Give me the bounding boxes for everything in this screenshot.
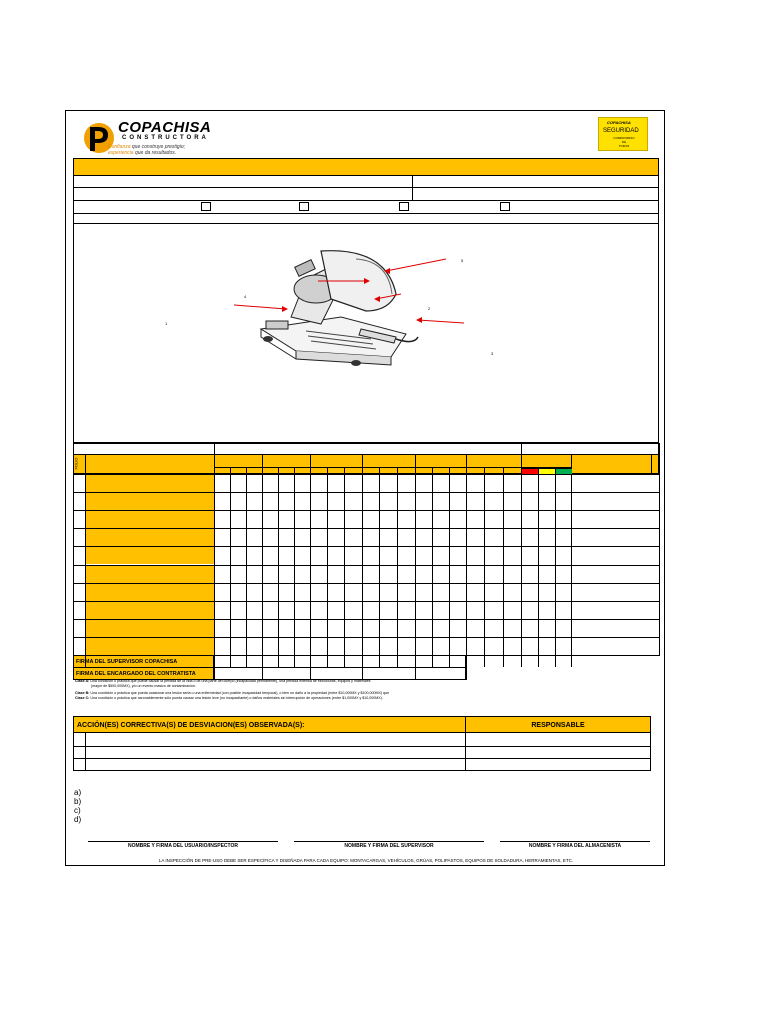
- item-num-divider-5: [85, 565, 86, 583]
- class-c-title: Clase C:: [75, 696, 90, 700]
- option-checkbox-3[interactable]: [399, 202, 409, 211]
- item-label-cell-2: [86, 511, 214, 528]
- notes-list: [74, 788, 81, 824]
- class-b-text: Una condición o práctica que pueda ocasionar una lesión seria o una enfermedad (con posible incapacidad temporal), o bien un daño a la propiedad (entre $10,000MX y $100,000MX) que: [90, 691, 390, 695]
- class-c-text: Una condición o práctica que razonablemente sólo pueda causar una lesión leve (no incapacitante) o daños materiales sin interrupción de operaciones (entre $1,000MX y $10,000MX).: [90, 696, 383, 700]
- folio-header-cell: [73, 454, 85, 474]
- sig-col-1-1: [262, 667, 263, 680]
- item-num-divider-4: [85, 546, 86, 564]
- badge-brand: COPACHISA: [607, 120, 631, 125]
- form-title-bar: [73, 158, 659, 176]
- item-label-cell-3: [86, 529, 214, 546]
- safety-badge: [598, 117, 648, 151]
- option-checkbox-2[interactable]: [299, 202, 309, 211]
- item-label-cell-8: [86, 620, 214, 637]
- company-logo: [80, 119, 240, 159]
- item-num-divider-6: [85, 583, 86, 601]
- sig-line-3: [500, 841, 650, 842]
- sig-col-1-3: [362, 667, 363, 680]
- sig-label-warehouse: NOMBRE Y FIRMA DEL ALMACENISTA: [528, 843, 622, 849]
- class-c-def: [75, 696, 635, 701]
- class-a-text: Una condición o práctica que puede causar la pérdida de la vida o de una parte del cuerpo (incapacidad permanente), una pérdida extensa de estructuras, equipos y materiales: [90, 679, 371, 683]
- footer-note: LA INSPECCIÓN DE PRE-USO DEBE SER ESPECÍFICA Y DISEÑADA PARA CADA EQUIPO: MONTACARGAS, VEHÍCULOS, GRÚAS, POLIPASTOS, EQUIPOS DE SOLDADURA, HERRAMIENTAS, ETC.: [158, 858, 574, 863]
- sig-label-inspector: NOMBRE Y FIRMA DEL USUARIO/INSPECTOR: [127, 843, 238, 849]
- group-divider-8: [651, 454, 652, 474]
- item-num-divider-7: [85, 601, 86, 619]
- item-num-divider-8: [85, 619, 86, 637]
- item-label-cell-9: [86, 638, 214, 655]
- supervisor-signature-label: FIRMA DEL SUPERVISOR COPACHISA: [73, 655, 214, 668]
- class-a-def-cont: [75, 684, 635, 689]
- brand-subtitle: CONSTRUCTORA: [122, 135, 209, 141]
- note-c: c): [74, 806, 81, 815]
- info-row-2: [73, 187, 659, 201]
- item-label-cell-0: [86, 475, 214, 492]
- option-checkbox-4[interactable]: [500, 202, 510, 211]
- item-label-cell-7: [86, 602, 214, 619]
- brand-name: COPACHISA: [118, 119, 212, 136]
- checkbox-row: [73, 200, 659, 214]
- note-d: d): [74, 815, 82, 824]
- callout-label-5: 5: [461, 258, 464, 263]
- callout-label-4: 4: [244, 294, 247, 299]
- item-num-divider-0: [85, 474, 86, 492]
- action-row-1: [73, 732, 651, 747]
- sig-line-2: [294, 841, 484, 842]
- contractor-signature-label: FIRMA DEL ENCARGADO DEL CONTRATISTA: [73, 667, 214, 680]
- item-label-cell-4: [86, 547, 214, 564]
- subheader-line: [214, 467, 571, 468]
- folio-label: FOLIO: [73, 457, 79, 470]
- sig-line-1: [88, 841, 278, 842]
- tagline-2-rest: que da resultados.: [134, 150, 177, 156]
- callout-label-2: 2: [428, 306, 431, 311]
- badge-line-2: DE: [621, 140, 627, 144]
- item-num-divider-1: [85, 492, 86, 510]
- sig-col-1-0: [214, 667, 215, 680]
- item-label-cell-5: [86, 566, 214, 583]
- item-num-divider-9: [85, 637, 86, 655]
- class-a-title: Clase A:: [75, 679, 90, 683]
- item-label-cell-6: [86, 584, 214, 601]
- sig-label-supervisor: NOMBRE Y FIRMA DEL SUPERVISOR: [344, 843, 434, 849]
- class-definitions: [75, 679, 635, 701]
- tagline-1-highlight: Confianza: [108, 144, 131, 150]
- class-a-text-2: (mayor de $500,000MX), y/o un evento masivo de contaminación.: [91, 684, 196, 688]
- item-num-divider-2: [85, 510, 86, 528]
- item-num-divider-3: [85, 528, 86, 546]
- badge-line-3: TODOS: [618, 144, 630, 148]
- inspection-form-page: [65, 110, 665, 866]
- callout-label-1: 1: [165, 321, 168, 326]
- corrective-actions-header: ACCIÓN(ES) CORRECTIVA(S) DE DESVIACION(ES) OBSERVADA(S):: [73, 716, 466, 733]
- brand-tagline-2: [108, 150, 176, 156]
- action-resp-divider: [465, 732, 466, 771]
- item-label-cell-1: [86, 493, 214, 510]
- badge-line-1: COMPROMISO: [613, 136, 635, 140]
- signature-cell-row-1[interactable]: [214, 667, 466, 680]
- sig-col-1-4: [415, 667, 416, 680]
- table-right-edge: [659, 443, 660, 656]
- action-num-divider: [85, 732, 86, 771]
- class-b-title: Clase B:: [75, 691, 90, 695]
- option-checkbox-1[interactable]: [201, 202, 211, 211]
- info-row-2-divider: [412, 187, 413, 201]
- responsible-header: RESPONSABLE: [465, 716, 651, 733]
- tagline-1-rest: que construye prestigio;: [131, 144, 185, 150]
- tagline-2-highlight: experiencia: [108, 150, 134, 156]
- sig-col-1-5: [466, 667, 467, 680]
- table-left-edge: [73, 443, 74, 656]
- action-row-3: [73, 758, 651, 771]
- sig-col-1-2: [310, 667, 311, 680]
- note-a: a): [74, 788, 82, 797]
- badge-title: SEGURIDAD: [603, 128, 639, 134]
- callout-label-3: 3: [491, 351, 494, 356]
- note-b: b): [74, 797, 82, 806]
